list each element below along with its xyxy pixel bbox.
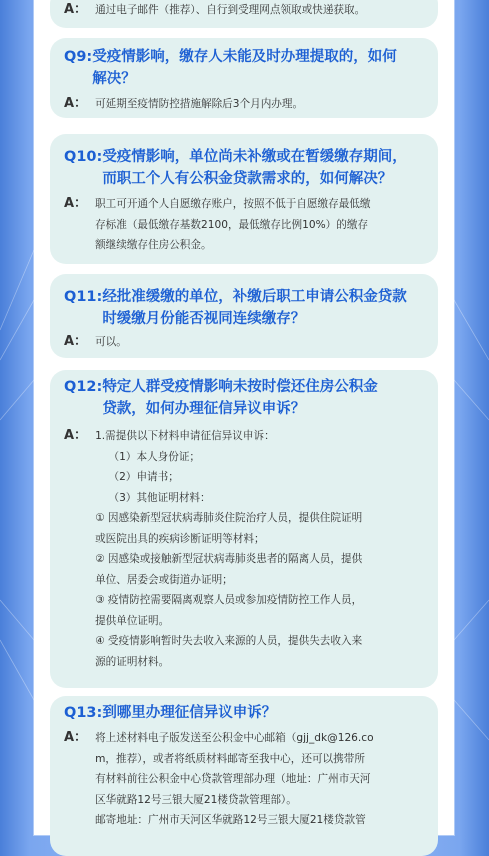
answer-line: 可延期至疫情防控措施解除后3个月内办理。 <box>95 98 304 110</box>
answer-line: 可以。 <box>95 336 127 348</box>
faq-card-q8 <box>50 0 438 28</box>
answer-q10 <box>64 194 424 256</box>
answer-prefix: A： <box>64 334 88 349</box>
answer-q12 <box>64 426 424 672</box>
answer-line: ① 因感染新型冠状病毒肺炎住院治疗人员，提供住院证明 <box>95 512 363 524</box>
answer-line: （1）本人身份证； <box>95 450 201 463</box>
faq-card-q10 <box>50 134 438 264</box>
answer-line: ③ 疫情防控需要隔离观察人员或参加疫情防控工作人员， <box>95 594 363 606</box>
question-line: 时缓缴月份能否视同连续缴存？ <box>102 311 306 327</box>
answer-line: 存标准（最低缴存基数2100，最低缴存比例10%）的缴存 <box>95 218 369 231</box>
answer-line: 或医院出具的疾病诊断证明等材料； <box>95 532 265 545</box>
question-line: 到哪里办理征信异议申诉？ <box>102 705 277 721</box>
question-number: Q13: <box>64 705 103 721</box>
question-line: 而职工个人有公积金贷款需求的，如何解决？ <box>102 171 393 187</box>
answer-prefix: A： <box>64 196 88 211</box>
answer-line: 邮寄地址：广州市天河区华就路12号三银大厦21楼贷款管 <box>95 814 366 826</box>
answer-prefix: A： <box>64 428 88 443</box>
question-number: Q11: <box>64 289 103 305</box>
answer-q13 <box>64 728 424 831</box>
question-line: 受疫情影响，缴存人未能及时办理提取的，如何 <box>92 49 397 65</box>
question-number: Q12: <box>64 379 103 395</box>
answer-line: （2）申请书； <box>95 471 179 483</box>
answer-line: ② 因感染或接触新型冠状病毒肺炎患者的隔离人员，提供 <box>95 553 363 565</box>
question-line: 解决？ <box>92 71 136 87</box>
answer-line: 源的证明材料。 <box>95 655 170 668</box>
answer-line: 区华就路12号三银大厦21楼贷款管理部）。 <box>95 793 297 806</box>
answer-line: ④ 受疫情影响暂时失去收入来源的人员，提供失去收入来 <box>95 635 363 647</box>
answer-prefix: A： <box>64 2 88 17</box>
answer-line: （3）其他证明材料： <box>95 491 211 504</box>
answer-line: 职工可开通个人自愿缴存账户，按照不低于自愿缴存最低缴 <box>95 198 371 210</box>
answer-line: 1.需提供以下材料申请征信异议申诉： <box>95 430 275 442</box>
question-number: Q9: <box>64 49 93 65</box>
answer-line: 单位、居委会或街道办证明； <box>95 573 233 586</box>
question-line: 受疫情影响，单位尚未补缴或在暂缓缴存期间， <box>102 149 407 165</box>
question-number: Q10: <box>64 149 103 165</box>
answer-line: 额继续缴存住房公积金。 <box>95 239 212 251</box>
answer-q8 <box>64 0 424 21</box>
question-q10 <box>64 146 424 190</box>
answer-line: 通过电子邮件（推荐）、自行到受理网点领取或快递获取。 <box>95 4 366 16</box>
question-q12 <box>64 376 424 420</box>
answer-prefix: A： <box>64 730 88 745</box>
question-line: 特定人群受疫情影响未按时偿还住房公积金 <box>102 379 378 395</box>
faq-card-q13 <box>50 696 438 856</box>
answer-q11 <box>64 332 424 353</box>
question-q9 <box>64 46 424 90</box>
answer-line: 将上述材料电子版发送至公积金中心邮箱（gjj_dk@126.co <box>95 732 374 744</box>
faq-card-q11 <box>50 274 438 358</box>
faq-card-q12 <box>50 370 438 688</box>
answer-line: 有材料前往公积金中心贷款管理部办理（地址：广州市天河 <box>95 773 371 785</box>
answer-q9 <box>64 94 424 115</box>
faq-panel <box>34 0 454 835</box>
question-line: 贷款，如何办理征信异议申诉？ <box>102 401 306 417</box>
faq-card-q9 <box>50 38 438 118</box>
answer-prefix: A： <box>64 96 88 111</box>
answer-line: 提供单位证明。 <box>95 614 170 627</box>
question-q11 <box>64 286 424 330</box>
question-q13 <box>64 702 424 724</box>
answer-line: m，推荐），或者将纸质材料邮寄至我中心，还可以携带所 <box>95 752 365 765</box>
question-line: 经批准缓缴的单位，补缴后职工申请公积金贷款 <box>102 289 407 305</box>
